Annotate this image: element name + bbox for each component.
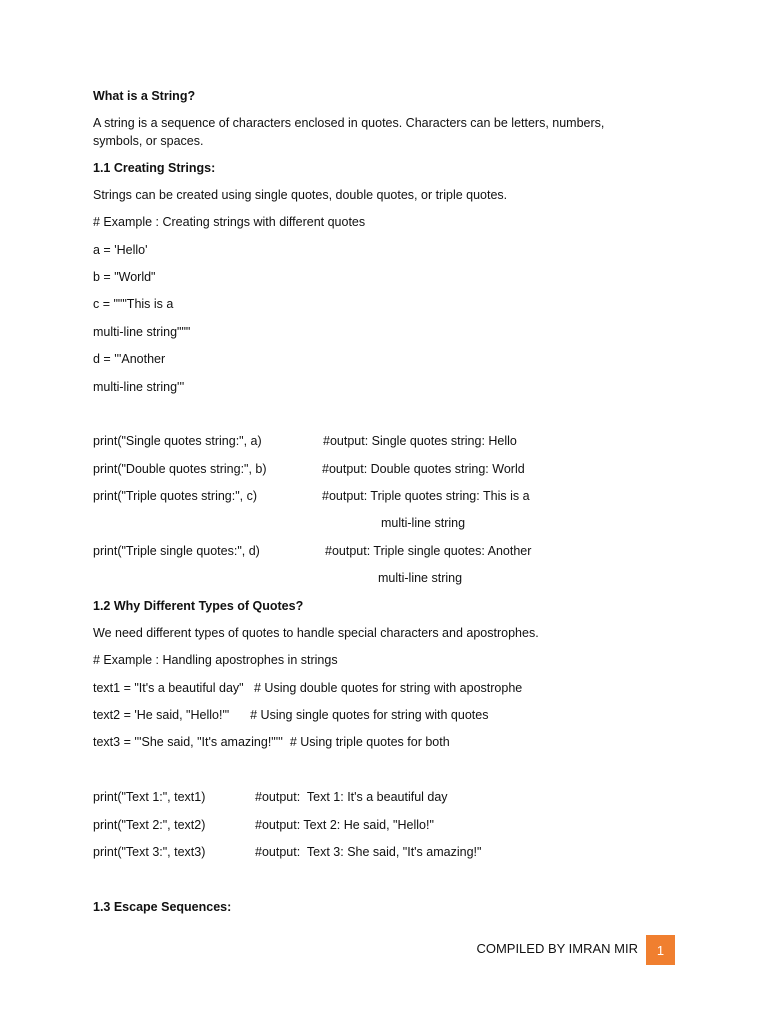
code-line: text3 = '''She said, "It's amazing!"''' # Using triple quotes for both bbox=[93, 735, 450, 749]
print-output: #output: Double quotes string: World bbox=[322, 462, 525, 476]
section-1-1-description: Strings can be created using single quotes, double quotes, or triple quotes. bbox=[93, 188, 508, 202]
code-line: multi-line string''' bbox=[93, 380, 185, 394]
print-output-continuation: multi-line string bbox=[381, 516, 466, 530]
code-line: a = 'Hello' bbox=[93, 243, 148, 257]
print-output-continuation: multi-line string bbox=[378, 571, 463, 585]
print-output: #output: Triple quotes string: This is a bbox=[322, 489, 530, 503]
print-output: #output: Text 1: It's a beautiful day bbox=[255, 790, 448, 804]
section-1-2-comment: # Example : Handling apostrophes in strings bbox=[93, 653, 338, 667]
section-1-1-comment: # Example : Creating strings with different quotes bbox=[93, 215, 366, 229]
print-code: print("Triple single quotes:", d) bbox=[93, 544, 260, 558]
code-line: c = """This is a bbox=[93, 297, 174, 311]
print-code: print("Triple quotes string:", c) bbox=[93, 489, 258, 503]
section-1-3-heading: 1.3 Escape Sequences: bbox=[93, 900, 232, 914]
code-line: text2 = 'He said, "Hello!"' # Using single quotes for string with quotes bbox=[93, 708, 489, 722]
intro-line-1: A string is a sequence of characters enclosed in quotes. Characters can be letters, numbers, bbox=[93, 116, 605, 130]
code-line: multi-line string""" bbox=[93, 325, 191, 339]
section-1-2-description: We need different types of quotes to handle special characters and apostrophes. bbox=[93, 626, 539, 640]
section-1-1-heading: 1.1 Creating Strings: bbox=[93, 161, 216, 175]
print-code: print("Text 1:", text1) bbox=[93, 790, 206, 804]
code-line: d = '''Another bbox=[93, 352, 166, 366]
intro-line-2: symbols, or spaces. bbox=[93, 134, 204, 148]
print-code: print("Single quotes string:", a) bbox=[93, 434, 262, 448]
page-number: 1 bbox=[656, 942, 665, 958]
print-code: print("Double quotes string:", b) bbox=[93, 462, 267, 476]
print-code: print("Text 3:", text3) bbox=[93, 845, 206, 859]
print-output: #output: Single quotes string: Hello bbox=[323, 434, 517, 448]
page-title: What is a String? bbox=[93, 89, 196, 103]
page-number-badge bbox=[646, 935, 675, 965]
print-output: #output: Triple single quotes: Another bbox=[325, 544, 532, 558]
code-line: text1 = "It's a beautiful day" # Using double quotes for string with apostrophe bbox=[93, 681, 523, 695]
print-code: print("Text 2:", text2) bbox=[93, 818, 206, 832]
code-line: b = "World" bbox=[93, 270, 156, 284]
footer-compiled-by: COMPILED BY IMRAN MIR bbox=[476, 941, 638, 956]
print-output: #output: Text 2: He said, "Hello!" bbox=[255, 818, 434, 832]
print-output: #output: Text 3: She said, "It's amazing!" bbox=[255, 845, 482, 859]
section-1-2-heading: 1.2 Why Different Types of Quotes? bbox=[93, 599, 304, 613]
